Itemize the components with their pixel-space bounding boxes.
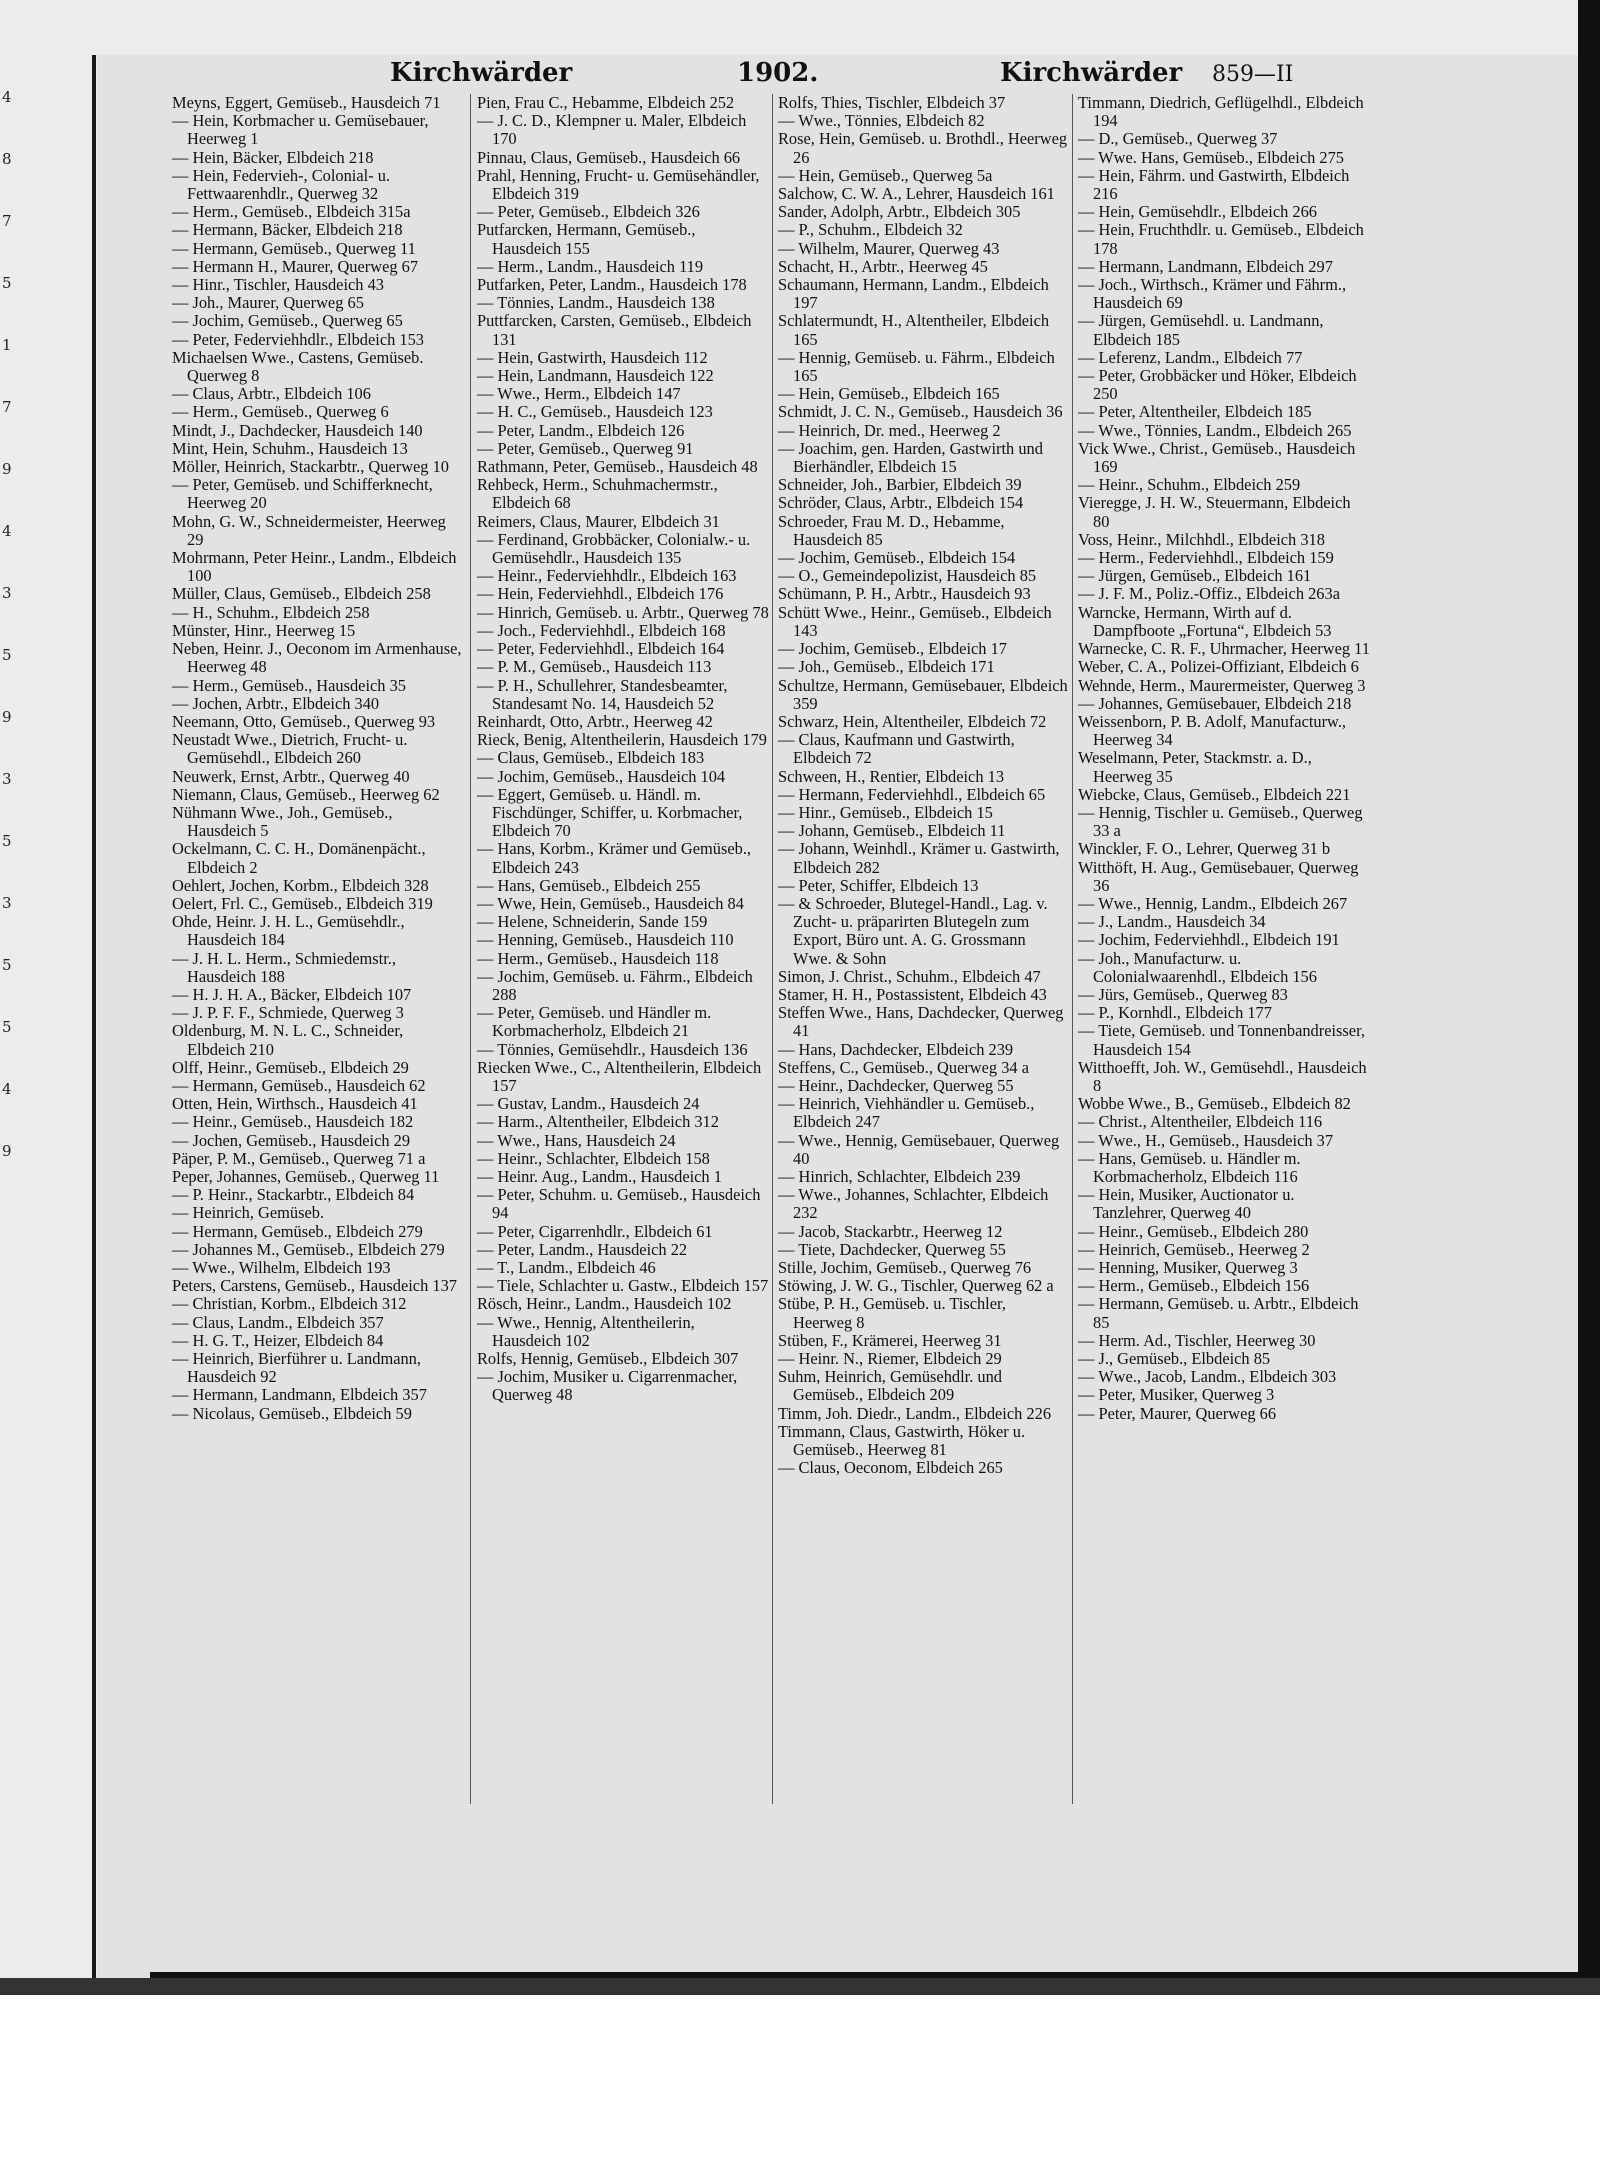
directory-entry: — Herm., Gemüseb., Elbdeich 156 <box>1078 1276 1310 1296</box>
directory-entry: Ockelmann, C. C. H., Domänenpächt., Elbdeich 2 <box>172 839 426 877</box>
directory-entry: — Hinrich, Schlachter, Elbdeich 239 <box>778 1166 1021 1186</box>
edge-number: 7 <box>2 212 12 230</box>
directory-entry: — Johannes, Gemüsebauer, Elbdeich 218 <box>1078 693 1352 713</box>
directory-entry: Peper, Johannes, Gemüseb., Querweg 11 <box>172 1166 440 1186</box>
directory-entry: — Hans, Dachdecker, Elbdeich 239 <box>778 1039 1014 1059</box>
directory-entry: — Hinr., Tischler, Hausdeich 43 <box>172 275 384 295</box>
directory-entry: — Wwe, Hein, Gemüseb., Hausdeich 84 <box>477 893 744 913</box>
directory-entry: Weissenborn, P. B. Adolf, Manufacturw., Heerweg 34 <box>1078 711 1347 750</box>
directory-entry: — J., Landm., Hausdeich 34 <box>1078 912 1266 932</box>
directory-entry: — Hermann, Gemüseb. u. Arbtr., Elbdeich 85 <box>1078 1294 1359 1332</box>
directory-entry: — Heinr., Gemüseb., Elbdeich 280 <box>1078 1221 1309 1241</box>
directory-entry: Peters, Carstens, Gemüseb., Hausdeich 137 <box>172 1276 457 1296</box>
directory-entry: — Hermann H., Maurer, Querweg 67 <box>172 256 419 276</box>
directory-entry: — Hein, Federvieh-, Colonial- u. Fettwaarenhdlr., Querweg 32 <box>172 165 391 204</box>
directory-entry: — H. G. T., Heizer, Elbdeich 84 <box>172 1330 384 1350</box>
directory-entry: — Peter, Gemüseb. und Schifferknecht, Heerweg 20 <box>172 475 433 513</box>
directory-entry: — P., Schuhm., Elbdeich 32 <box>778 220 963 240</box>
directory-entry: — D., Gemüseb., Querweg 37 <box>1078 129 1278 149</box>
directory-entry: Nühmann Wwe., Joh., Gemüseb., Hausdeich 5 <box>172 802 393 841</box>
directory-column-4 <box>1078 94 1368 1423</box>
directory-entry: — Joh., Maurer, Querweg 65 <box>172 293 364 313</box>
directory-entry: — Jochim, Gemüseb., Querweg 65 <box>172 311 403 331</box>
directory-entry: — O., Gemeindepolizist, Hausdeich 85 <box>778 566 1037 586</box>
directory-entry: — Jochen, Arbtr., Elbdeich 340 <box>172 693 380 713</box>
directory-entry: — Joh., Gemüseb., Elbdeich 171 <box>778 657 995 677</box>
directory-entry: Münster, Hinr., Heerweg 15 <box>172 620 356 640</box>
directory-entry: Timm, Joh. Diedr., Landm., Elbdeich 226 <box>778 1403 1052 1423</box>
directory-entry: — Heinrich, Gemüseb. <box>172 1203 325 1223</box>
directory-entry: — Herm., Gemüseb., Hausdeich 35 <box>172 675 406 695</box>
directory-entry: — P., Kornhdl., Elbdeich 177 <box>1078 1003 1272 1023</box>
directory-entry: Müller, Claus, Gemüseb., Elbdeich 258 <box>172 584 431 604</box>
directory-column-3 <box>778 94 1068 1477</box>
directory-entry: — Eggert, Gemüseb. u. Händl. m. Fischdünger, Schiffer, u. Korbmacher, Elbdeich 70 <box>477 784 743 841</box>
directory-entry: Witthöft, H. Aug., Gemüsebauer, Querweg 36 <box>1078 857 1359 895</box>
directory-entry: — Wwe., Johannes, Schlachter, Elbdeich 232 <box>778 1185 1049 1223</box>
directory-entry: — Claus, Gemüseb., Elbdeich 183 <box>477 748 705 768</box>
directory-entry: — Wwe., H., Gemüseb., Hausdeich 37 <box>1078 1130 1334 1150</box>
directory-entry: Stöwing, J. W. G., Tischler, Querweg 62 a <box>778 1276 1054 1296</box>
directory-entry: — J. P. F. F., Schmiede, Querweg 3 <box>172 1003 404 1023</box>
header-title-left: Kirchwärder <box>390 58 573 88</box>
header-title-right: Kirchwärder <box>1000 58 1183 88</box>
directory-entry: — Christ., Altentheiler, Elbdeich 116 <box>1078 1112 1323 1132</box>
directory-entry: Möller, Heinrich, Stackarbtr., Querweg 10 <box>172 457 449 477</box>
directory-entry: — Hinr., Gemüseb., Elbdeich 15 <box>778 802 993 822</box>
directory-entry: Timmann, Claus, Gastwirth, Höker u. Gemüseb., Heerweg 81 <box>778 1421 1026 1460</box>
directory-entry: Winckler, F. O., Lehrer, Querweg 31 b <box>1078 839 1331 859</box>
directory-entry: Niemann, Claus, Gemüseb., Heerweg 62 <box>172 784 440 804</box>
directory-entry: Oehlert, Jochen, Korbm., Elbdeich 328 <box>172 875 429 895</box>
directory-entry: Rehbeck, Herm., Schuhmachermstr., Elbdeich 68 <box>477 475 718 513</box>
edge-number: 9 <box>2 460 12 478</box>
column-rule <box>1072 94 1073 1804</box>
directory-entry: — Gustav, Landm., Hausdeich 24 <box>477 1094 700 1114</box>
directory-entry: Warnecke, C. R. F., Uhrmacher, Heerweg 11 <box>1078 639 1370 659</box>
directory-entry: Puttfarcken, Carsten, Gemüseb., Elbdeich 131 <box>477 311 752 349</box>
directory-entry: Stüben, F., Krämerei, Heerweg 31 <box>778 1330 1002 1350</box>
directory-entry: — Tiete, Dachdecker, Querweg 55 <box>778 1239 1006 1259</box>
directory-column-1 <box>172 94 462 1423</box>
header-year: 1902. <box>737 58 819 88</box>
directory-entry: — Hans, Gemüseb., Elbdeich 255 <box>477 875 701 895</box>
edge-number: 5 <box>2 1018 12 1036</box>
directory-entry: — Hermann, Gemüseb., Querweg 11 <box>172 238 416 258</box>
directory-entry: — Hein, Musiker, Auctionator u. Tanzlehrer, Querweg 40 <box>1078 1185 1295 1223</box>
directory-entry: — Jochim, Gemüseb., Hausdeich 104 <box>477 766 726 786</box>
directory-entry: — Peter, Musiker, Querweg 3 <box>1078 1385 1275 1405</box>
directory-entry: — Hermann, Gemüseb., Hausdeich 62 <box>172 1075 426 1095</box>
directory-entry: — Jochen, Gemüseb., Hausdeich 29 <box>172 1130 411 1150</box>
directory-entry: — Johannes M., Gemüseb., Elbdeich 279 <box>172 1239 445 1259</box>
directory-entry: Neustadt Wwe., Dietrich, Frucht- u. Gemüsehdl., Elbdeich 260 <box>172 730 408 768</box>
edge-number: 5 <box>2 956 12 974</box>
directory-entry: — J. F. M., Poliz.-Offiz., Elbdeich 263a <box>1078 584 1340 604</box>
directory-entry: Rose, Hein, Gemüseb. u. Brothdl., Heerweg 26 <box>778 129 1068 167</box>
directory-entry: — Peter, Schiffer, Elbdeich 13 <box>778 875 979 895</box>
directory-entry: — Wwe., Hans, Hausdeich 24 <box>477 1130 676 1150</box>
directory-entry: Schween, H., Rentier, Elbdeich 13 <box>778 766 1005 786</box>
directory-entry: — Peter, Federviehhdl., Elbdeich 164 <box>477 639 725 659</box>
directory-entry: — J., Gemüseb., Elbdeich 85 <box>1078 1349 1271 1369</box>
directory-entry: — Joh., Manufacturw. u. Colonialwaarenhdl., Elbdeich 156 <box>1078 948 1317 986</box>
directory-entry: Schwarz, Hein, Altentheiler, Elbdeich 72 <box>778 711 1047 731</box>
edge-number: 9 <box>2 1142 12 1160</box>
directory-entry: — Leferenz, Landm., Elbdeich 77 <box>1078 347 1303 367</box>
directory-entry: — Herm. Ad., Tischler, Heerweg 30 <box>1078 1330 1316 1350</box>
directory-entry: — H. J. H. A., Bäcker, Elbdeich 107 <box>172 984 412 1004</box>
directory-entry: — Hans, Korbm., Krämer und Gemüseb., Elbdeich 243 <box>477 839 752 877</box>
directory-entry: Rösch, Heinr., Landm., Hausdeich 102 <box>477 1294 732 1314</box>
directory-entry: Prahl, Henning, Frucht- u. Gemüsehändler, Elbdeich 319 <box>477 165 760 204</box>
directory-entry: — Hennig, Gemüseb. u. Fährm., Elbdeich 165 <box>778 347 1055 386</box>
directory-entry: — Peter, Gemüseb., Elbdeich 326 <box>477 202 700 222</box>
directory-column-2 <box>477 94 767 1405</box>
directory-entry: — Johann, Weinhdl., Krämer u. Gastwirth, Elbdeich 282 <box>778 839 1060 877</box>
directory-entry: — Peter, Federviehhdlr., Elbdeich 153 <box>172 329 424 349</box>
directory-entry: — Hennig, Tischler u. Gemüseb., Querweg 33 a <box>1078 802 1363 841</box>
directory-entry: — Hermann, Bäcker, Elbdeich 218 <box>172 220 403 240</box>
directory-entry: — Hans, Gemüseb. u. Händler m. Korbmacherholz, Elbdeich 116 <box>1078 1148 1301 1186</box>
directory-entry: — Wwe., Hennig, Landm., Elbdeich 267 <box>1078 893 1348 913</box>
scan-border-bottom <box>0 1978 1600 1995</box>
directory-entry: — Peter, Schuhm. u. Gemüseb., Hausdeich 94 <box>477 1185 761 1223</box>
directory-entry: — J. C. D., Klempner u. Maler, Elbdeich 170 <box>477 111 747 149</box>
directory-entry: — Hinrich, Gemüseb. u. Arbtr., Querweg 78 <box>477 602 769 622</box>
directory-entry: — Peter, Maurer, Querweg 66 <box>1078 1403 1277 1423</box>
edge-number: 4 <box>2 88 12 106</box>
directory-entry: — Peter, Gemüseb., Querweg 91 <box>477 438 694 458</box>
directory-entry: — Heinr., Dachdecker, Querweg 55 <box>778 1075 1014 1095</box>
binding-shadow <box>92 55 96 1985</box>
directory-entry: — Heinr., Schuhm., Elbdeich 259 <box>1078 475 1301 495</box>
directory-entry: — Tönnies, Landm., Hausdeich 138 <box>477 293 715 313</box>
directory-entry: — Peter, Grobbäcker und Höker, Elbdeich 250 <box>1078 366 1357 404</box>
edge-number: 4 <box>2 1080 12 1098</box>
directory-entry: — Herm., Gemüseb., Querweg 6 <box>172 402 389 422</box>
directory-entry: Wehnde, Herm., Maurermeister, Querweg 3 <box>1078 675 1366 695</box>
directory-entry: — Wwe., Jacob, Landm., Elbdeich 303 <box>1078 1367 1337 1387</box>
directory-entry: — Hermann, Gemüseb., Elbdeich 279 <box>172 1221 423 1241</box>
edge-number: 4 <box>2 522 12 540</box>
directory-entry: Neben, Heinr. J., Oeconom im Armenhause, Heerweg 48 <box>172 639 462 677</box>
directory-entry: — Peter, Altentheiler, Elbdeich 185 <box>1078 402 1312 422</box>
directory-entry: — Peter, Landm., Hausdeich 22 <box>477 1239 688 1259</box>
directory-entry: — Hermann, Landmann, Elbdeich 357 <box>172 1385 427 1405</box>
directory-entry: Oldenburg, M. N. L. C., Schneider, Elbdeich 210 <box>172 1021 404 1059</box>
edge-number: 3 <box>2 584 12 602</box>
directory-entry: — Peter, Landm., Elbdeich 126 <box>477 420 685 440</box>
directory-entry: Steffen Wwe., Hans, Dachdecker, Querweg 41 <box>778 1003 1064 1041</box>
directory-entry: Reinhardt, Otto, Arbtr., Heerweg 42 <box>477 711 713 731</box>
directory-entry: Schümann, P. H., Arbtr., Hausdeich 93 <box>778 584 1031 604</box>
edge-number: 5 <box>2 646 12 664</box>
directory-entry: Schroeder, Frau M. D., Hebamme, Hausdeich 85 <box>778 511 1005 549</box>
directory-entry: — Wwe., Tönnies, Elbdeich 82 <box>778 111 985 131</box>
directory-entry: — J. H. L. Herm., Schmiedemstr., Hausdeich 188 <box>172 948 396 986</box>
directory-entry: — P. H., Schullehrer, Standesbeamter, Standesamt No. 14, Hausdeich 52 <box>477 675 728 713</box>
directory-entry: — Hermann, Federviehhdl., Elbdeich 65 <box>778 784 1046 804</box>
column-rule <box>772 94 773 1804</box>
directory-entry: Rieck, Benig, Altentheilerin, Hausdeich 179 <box>477 730 767 750</box>
directory-entry: Steffens, C., Gemüseb., Querweg 34 a <box>778 1057 1029 1077</box>
directory-entry: Mindt, J., Dachdecker, Hausdeich 140 <box>172 420 423 440</box>
column-rule <box>470 94 471 1804</box>
directory-entry: — Claus, Oeconom, Elbdeich 265 <box>778 1458 1003 1478</box>
directory-entry: Schaumann, Hermann, Landm., Elbdeich 197 <box>778 275 1049 313</box>
directory-entry: Stamer, H. H., Postassistent, Elbdeich 43 <box>778 984 1047 1004</box>
directory-entry: Rolfs, Hennig, Gemüseb., Elbdeich 307 <box>477 1349 739 1369</box>
directory-entry: Putfarcken, Hermann, Gemüseb., Hausdeich 155 <box>477 220 696 258</box>
directory-entry: — Hein, Gemüseb., Querweg 5a <box>778 165 993 185</box>
directory-entry: Schmidt, J. C. N., Gemüseb., Hausdeich 36 <box>778 402 1063 422</box>
directory-entry: — Jürgen, Gemüsehdl. u. Landmann, Elbdeich 185 <box>1078 311 1324 349</box>
directory-entry: Schacht, H., Arbtr., Heerweg 45 <box>778 256 988 276</box>
edge-number: 5 <box>2 832 12 850</box>
directory-entry: — Jochim, Gemüseb., Elbdeich 154 <box>778 548 1016 568</box>
directory-entry: — Hein, Federviehhdl., Elbdeich 176 <box>477 584 724 604</box>
directory-entry: — Heinrich, Bierführer u. Landmann, Hausdeich 92 <box>172 1349 421 1387</box>
directory-entry: — Wwe. Hans, Gemüseb., Elbdeich 275 <box>1078 147 1344 167</box>
directory-entry: — Ferdinand, Grobbäcker, Colonialw.- u. Gemüsehdlr., Hausdeich 135 <box>477 529 751 568</box>
directory-entry: — Heinrich, Viehhändler u. Gemüseb., Elbdeich 247 <box>778 1094 1035 1132</box>
edge-number: 3 <box>2 894 12 912</box>
directory-entry: — Heinr. N., Riemer, Elbdeich 29 <box>778 1349 1002 1369</box>
directory-entry: — Wilhelm, Maurer, Querweg 43 <box>778 238 1000 258</box>
directory-entry: Reimers, Claus, Maurer, Elbdeich 31 <box>477 511 720 531</box>
directory-entry: — Jochim, Gemüseb. u. Fährm., Elbdeich 288 <box>477 966 753 1004</box>
directory-entry: Neuwerk, Ernst, Arbtr., Querweg 40 <box>172 766 410 786</box>
directory-entry: Michaelsen Wwe., Castens, Gemüseb. Querweg 8 <box>172 347 424 386</box>
directory-entry: Putfarken, Peter, Landm., Hausdeich 178 <box>477 275 747 295</box>
directory-entry: — & Schroeder, Blutegel-Handl., Lag. v. Zucht- u. präparirten Blutegeln zum Export, Büro unt. A. G. Grossmann Wwe. & Sohn <box>778 893 1048 968</box>
directory-entry: — Jürgen, Gemüseb., Elbdeich 161 <box>1078 566 1312 586</box>
directory-entry: — Heinr. Aug., Landm., Hausdeich 1 <box>477 1166 722 1186</box>
directory-entry: Stille, Jochim, Gemüseb., Querweg 76 <box>778 1258 1032 1277</box>
edge-number: 8 <box>2 150 12 168</box>
directory-entry: Wobbe Wwe., B., Gemüseb., Elbdeich 82 <box>1078 1094 1351 1114</box>
directory-entry: — Harm., Altentheiler, Elbdeich 312 <box>477 1112 719 1132</box>
directory-entry: — Joch., Wirthsch., Krämer und Fährm., Hausdeich 69 <box>1078 275 1347 313</box>
directory-entry: — Wwe., Tönnies, Landm., Elbdeich 265 <box>1078 420 1352 440</box>
directory-entry: Pien, Frau C., Hebamme, Elbdeich 252 <box>477 93 735 112</box>
directory-entry: — Helene, Schneiderin, Sande 159 <box>477 912 708 932</box>
directory-entry: Timmann, Diedrich, Geflügelhdl., Elbdeich 194 <box>1078 93 1364 131</box>
directory-entry: Meyns, Eggert, Gemüseb., Hausdeich 71 <box>172 93 441 112</box>
directory-entry: Olff, Heinr., Gemüseb., Elbdeich 29 <box>172 1057 409 1077</box>
directory-entry: — Herm., Gemüseb., Hausdeich 118 <box>477 948 719 968</box>
directory-entry: — T., Landm., Elbdeich 46 <box>477 1258 656 1277</box>
directory-entry: Mohrmann, Peter Heinr., Landm., Elbdeich 100 <box>172 548 457 586</box>
directory-entry: Stübe, P. H., Gemüseb. u. Tischler, Heerweg 8 <box>778 1294 1006 1332</box>
directory-entry: Wiebcke, Claus, Gemüseb., Elbdeich 221 <box>1078 784 1351 804</box>
directory-entry: — Hermann, Landmann, Elbdeich 297 <box>1078 256 1333 276</box>
directory-entry: Rathmann, Peter, Gemüseb., Hausdeich 48 <box>477 457 758 477</box>
directory-entry: — Heinr., Schlachter, Elbdeich 158 <box>477 1148 710 1168</box>
directory-entry: — Hein, Landmann, Hausdeich 122 <box>477 366 714 386</box>
directory-entry: — Peter, Gemüseb. und Händler m. Korbmacherholz, Elbdeich 21 <box>477 1003 712 1041</box>
directory-entry: Schneider, Joh., Barbier, Elbdeich 39 <box>778 475 1022 495</box>
directory-entry: — Heinr., Gemüseb., Hausdeich 182 <box>172 1112 414 1132</box>
edge-number: 3 <box>2 770 12 788</box>
directory-entry: — Joachim, gen. Harden, Gastwirth und Bierhändler, Elbdeich 15 <box>778 438 1043 477</box>
directory-entry: Schlatermundt, H., Altentheiler, Elbdeich 165 <box>778 311 1050 349</box>
directory-entry: — Hein, Fruchthdlr. u. Gemüseb., Elbdeich 178 <box>1078 220 1364 258</box>
directory-entry: — Hein, Gemüseb., Elbdeich 165 <box>778 384 1000 404</box>
directory-entry: — Jochim, Gemüseb., Elbdeich 17 <box>778 639 1007 659</box>
directory-entry: — Wwe., Hennig, Gemüsebauer, Querweg 40 <box>778 1130 1060 1168</box>
directory-entry: Schröder, Claus, Arbtr., Elbdeich 154 <box>778 493 1024 513</box>
directory-entry: — Hein, Gastwirth, Hausdeich 112 <box>477 347 708 367</box>
directory-entry: — Wwe., Herm., Elbdeich 147 <box>477 384 681 404</box>
directory-entry: Vick Wwe., Christ., Gemüseb., Hausdeich 169 <box>1078 438 1356 477</box>
edge-number: 1 <box>2 336 12 354</box>
directory-entry: — H., Schuhm., Elbdeich 258 <box>172 602 370 622</box>
directory-entry: — Jürs, Gemüseb., Querweg 83 <box>1078 984 1288 1004</box>
edge-number: 5 <box>2 274 12 292</box>
directory-entry: — Henning, Gemüseb., Hausdeich 110 <box>477 930 734 950</box>
directory-entry: Rolfs, Thies, Tischler, Elbdeich 37 <box>778 93 1006 112</box>
directory-entry: Oelert, Frl. C., Gemüseb., Elbdeich 319 <box>172 893 433 913</box>
directory-entry: Simon, J. Christ., Schuhm., Elbdeich 47 <box>778 966 1041 986</box>
directory-entry: — Tiete, Gemüseb. und Tonnenbandreisser, Hausdeich 154 <box>1078 1021 1365 1059</box>
directory-entry: — Joch., Federviehhdl., Elbdeich 168 <box>477 620 726 640</box>
directory-entry: Otten, Hein, Wirthsch., Hausdeich 41 <box>172 1094 418 1114</box>
directory-entry: — Hein, Gemüsehdlr., Elbdeich 266 <box>1078 202 1317 222</box>
directory-entry: Neemann, Otto, Gemüseb., Querweg 93 <box>172 711 436 731</box>
directory-entry: Mohn, G. W., Schneidermeister, Heerweg 29 <box>172 511 446 549</box>
directory-entry: — Heinr., Federviehhdlr., Elbdeich 163 <box>477 566 737 586</box>
directory-entry: — Christian, Korbm., Elbdeich 312 <box>172 1294 407 1314</box>
edge-number: 7 <box>2 398 12 416</box>
directory-entry: — Nicolaus, Gemüseb., Elbdeich 59 <box>172 1403 412 1423</box>
directory-entry: — Henning, Musiker, Querweg 3 <box>1078 1258 1298 1277</box>
directory-entry: — Jochim, Federviehhdl., Elbdeich 191 <box>1078 930 1340 950</box>
directory-entry: — Claus, Arbtr., Elbdeich 106 <box>172 384 371 404</box>
directory-entry: — Heinrich, Dr. med., Heerweg 2 <box>778 420 1001 440</box>
directory-entry: Weber, C. A., Polizei-Offiziant, Elbdeich 6 <box>1078 657 1359 677</box>
directory-entry: Salchow, C. W. A., Lehrer, Hausdeich 161 <box>778 184 1055 204</box>
scan-border-right <box>1578 0 1600 1995</box>
directory-entry: — Jochim, Musiker u. Cigarrenmacher, Querweg 48 <box>477 1367 738 1405</box>
directory-entry: — Claus, Kaufmann und Gastwirth, Elbdeich 72 <box>778 730 1015 768</box>
directory-entry: — Peter, Cigarrenhdlr., Elbdeich 61 <box>477 1221 713 1241</box>
directory-entry: Riecken Wwe., C., Altentheilerin, Elbdeich 157 <box>477 1057 762 1095</box>
directory-entry: — Heinrich, Gemüseb., Heerweg 2 <box>1078 1239 1310 1259</box>
directory-entry: Päper, P. M., Gemüseb., Querweg 71 a <box>172 1148 426 1168</box>
directory-entry: — Hein, Korbmacher u. Gemüsebauer, Heerweg 1 <box>172 111 429 149</box>
directory-entry: — Hein, Fährm. und Gastwirth, Elbdeich 216 <box>1078 165 1350 204</box>
directory-entry: — Claus, Landm., Elbdeich 357 <box>172 1312 384 1332</box>
directory-entry: — Wwe., Hennig, Altentheilerin, Hausdeich 102 <box>477 1312 695 1350</box>
directory-entry: Ohde, Heinr. J. H. L., Gemüsehdlr., Hausdeich 184 <box>172 912 405 950</box>
directory-entry: Vieregge, J. H. W., Steuermann, Elbdeich 80 <box>1078 493 1351 531</box>
directory-entry: — Hein, Bäcker, Elbdeich 218 <box>172 147 374 167</box>
directory-entry: Sander, Adolph, Arbtr., Elbdeich 305 <box>778 202 1021 222</box>
directory-entry: Warncke, Hermann, Wirth auf d. Dampfboote „Fortuna“, Elbdeich 53 <box>1078 602 1332 640</box>
directory-entry: Mint, Hein, Schuhm., Hausdeich 13 <box>172 438 408 458</box>
directory-entry: — Tönnies, Gemüsehdlr., Hausdeich 136 <box>477 1039 748 1059</box>
page-number: 859—II <box>1212 62 1294 87</box>
directory-entry: — Herm., Federviehhdl., Elbdeich 159 <box>1078 548 1334 568</box>
directory-entry: Voss, Heinr., Milchhdl., Elbdeich 318 <box>1078 529 1325 549</box>
directory-entry: — Herm., Landm., Hausdeich 119 <box>477 256 704 276</box>
directory-entry: Pinnau, Claus, Gemüseb., Hausdeich 66 <box>477 147 741 167</box>
directory-entry: — Wwe., Wilhelm, Elbdeich 193 <box>172 1258 391 1277</box>
directory-entry: — P. M., Gemüseb., Hausdeich 113 <box>477 657 712 677</box>
directory-entry: — Tiele, Schlachter u. Gastw., Elbdeich 157 <box>477 1276 769 1296</box>
directory-entry: Suhm, Heinrich, Gemüsehdlr. und Gemüseb., Elbdeich 209 <box>778 1367 1002 1405</box>
directory-entry: — P. Heinr., Stackarbtr., Elbdeich 84 <box>172 1185 415 1205</box>
directory-entry: Witthoefft, Joh. W., Gemüsehdl., Hausdeich 8 <box>1078 1057 1367 1095</box>
directory-entry: — Johann, Gemüseb., Elbdeich 11 <box>778 821 1006 841</box>
edge-number: 9 <box>2 708 12 726</box>
directory-entry: — Herm., Gemüseb., Elbdeich 315a <box>172 202 411 222</box>
directory-entry: Schütt Wwe., Heinr., Gemüseb., Elbdeich 143 <box>778 602 1052 640</box>
directory-entry: — Jacob, Stackarbtr., Heerweg 12 <box>778 1221 1003 1241</box>
directory-entry: — H. C., Gemüseb., Hausdeich 123 <box>477 402 713 422</box>
directory-entry: Weselmann, Peter, Stackmstr. a. D., Heerweg 35 <box>1078 748 1312 786</box>
directory-entry: Schultze, Hermann, Gemüsebauer, Elbdeich 359 <box>778 675 1068 713</box>
